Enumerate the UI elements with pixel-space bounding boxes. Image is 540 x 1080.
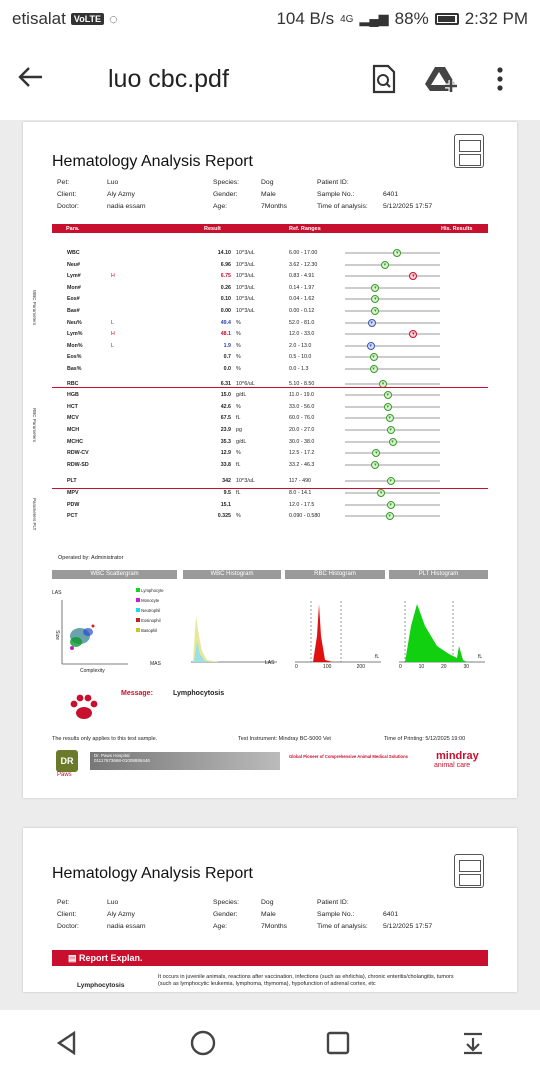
operated-by — [58, 555, 123, 561]
param-unit: % — [236, 450, 241, 457]
range-bar — [345, 342, 440, 349]
param-value: 0.0 — [223, 366, 231, 372]
param-value: 1.9 — [223, 342, 231, 349]
range-bar — [345, 354, 440, 361]
pet-label: Pet: — [57, 179, 70, 186]
paw-icon — [67, 692, 101, 722]
footer-logos — [56, 750, 486, 780]
table-row — [23, 401, 517, 413]
recents-nav-icon[interactable] — [325, 1030, 351, 1061]
table-row — [23, 389, 517, 401]
report-title-2: Hematology Analysis Report — [52, 865, 253, 882]
status-bar — [0, 0, 540, 38]
range-bar — [345, 310, 440, 312]
table-row — [23, 282, 517, 294]
result-marker: ▾ — [386, 414, 394, 422]
analyzer-icon — [454, 134, 484, 168]
operator-name: Administrator — [91, 555, 124, 561]
client-value: Aly Azmy — [107, 191, 135, 198]
param-value: 67.5 — [220, 415, 231, 422]
range-bar — [345, 392, 440, 399]
param-unit: % — [236, 331, 241, 338]
axis-mas: MAS — [150, 661, 161, 667]
result-marker: ▾ — [370, 365, 378, 373]
param-range: 5.10 - 8.50 — [289, 380, 315, 387]
range-bar — [345, 415, 440, 422]
param-range: 6.00 - 17.00 — [289, 250, 318, 256]
result-marker: ▾ — [367, 342, 375, 350]
param-name: MCV — [67, 415, 79, 422]
wbc-scattergram — [52, 584, 182, 684]
table-row — [23, 447, 517, 459]
battery-icon — [435, 13, 459, 25]
app-bar — [0, 38, 540, 120]
report-explanation-header: ▤ Report Explan. — [52, 950, 488, 966]
param-value: 49.4 — [220, 319, 231, 326]
param-range: 60.0 - 76.0 — [289, 415, 315, 422]
drive-add-icon[interactable] — [420, 57, 464, 101]
result-marker: ▾ — [372, 449, 380, 457]
param-range: 2.0 - 13.0 — [289, 342, 312, 349]
param-value: 9.5 — [223, 490, 231, 496]
range-bar — [345, 368, 440, 370]
table-row — [23, 340, 517, 352]
table-row — [23, 259, 517, 271]
param-range: 0.0 - 1.3 — [289, 366, 309, 372]
pdf-page-2 — [23, 828, 517, 992]
plt-hist-ticks: 0 10 20 30 — [399, 664, 469, 670]
pet-label: Pet: — [57, 899, 70, 906]
patient-id-label: Patient ID: — [317, 899, 349, 906]
param-name: Bas# — [67, 308, 80, 314]
result-marker: ▾ — [386, 512, 394, 520]
param-unit: fL — [236, 461, 241, 468]
result-marker: ▾ — [387, 477, 395, 485]
param-range: 0.83 - 4.91 — [289, 273, 315, 280]
header-his: His. Results — [441, 225, 473, 232]
gender-label: Gender: — [213, 191, 238, 198]
param-name: Mon% — [67, 342, 83, 349]
table-row — [23, 270, 517, 282]
param-name: Lym# — [67, 273, 81, 280]
scatter-plot — [58, 598, 128, 668]
pet-value: Luo — [107, 899, 119, 906]
result-marker: ▾ — [371, 295, 379, 303]
notification-pull-icon[interactable] — [460, 1030, 486, 1061]
param-range: 12.0 - 17.5 — [289, 501, 315, 508]
wbc-histogram-bar: WBC Histogram — [183, 570, 281, 579]
age-label: Age: — [213, 203, 227, 210]
print-time: Time of Printing: 5/12/2025 19:00 — [384, 736, 466, 742]
param-flag: L — [111, 319, 114, 326]
param-value: 35.3 — [220, 438, 231, 445]
param-unit: pg — [236, 427, 242, 433]
plt-group-label: Parameters PLT — [32, 498, 37, 531]
analyzer-icon — [454, 854, 484, 888]
table-row — [23, 351, 517, 363]
slogan: Global Pioneer of Comprehensive Animal Medical Solutions — [289, 754, 408, 759]
patient-id-label: Patient ID: — [317, 179, 349, 186]
table-row — [23, 328, 517, 340]
range-bar — [345, 252, 440, 254]
network-type: 4G — [340, 13, 354, 25]
range-bar — [345, 450, 440, 457]
axis-las: LAS — [52, 590, 62, 596]
wbc-hist-las: LAS — [265, 660, 275, 666]
paws-text: Paws — [57, 772, 72, 778]
volte-badge: VoLTE — [71, 13, 104, 25]
param-name: Eos% — [67, 354, 82, 361]
rbc-hist-ticks: 0 100 200 — [295, 664, 365, 670]
param-value: 12.9 — [220, 450, 231, 457]
param-unit: 10^3/uL — [236, 308, 255, 314]
param-unit: 10^3/uL — [236, 261, 255, 268]
carrier-name: etisalat — [12, 9, 66, 28]
header-result: Result — [204, 225, 221, 232]
param-unit: 10^3/uL — [236, 296, 255, 303]
range-bar — [345, 438, 440, 445]
param-range: 0.14 - 1.97 — [289, 284, 315, 291]
range-bar — [345, 513, 440, 520]
param-value: 23.9 — [220, 427, 231, 433]
operated-label: Operated by: — [58, 555, 90, 561]
wbc-group-label: WBC Parameters — [32, 290, 37, 326]
param-unit: g/dL — [236, 392, 247, 399]
patient-info-2 — [57, 899, 497, 935]
network-speed: 104 B/s — [276, 9, 335, 28]
result-marker: ▾ — [393, 249, 401, 257]
whatsapp-icon: ◌ — [109, 10, 118, 28]
legend-basophil: Basophil — [136, 626, 164, 636]
param-name: MCH — [67, 427, 80, 433]
param-range: 30.0 - 38.0 — [289, 438, 315, 445]
result-marker: ▾ — [368, 319, 376, 327]
param-value: 15.0 — [220, 392, 231, 399]
table-row — [23, 293, 517, 305]
param-unit: % — [236, 513, 241, 520]
hospital-logo: DR — [56, 750, 78, 772]
plt-histogram-bar: PLT Histogram — [389, 570, 488, 579]
table-row — [23, 475, 517, 487]
param-value: 6.31 — [220, 380, 231, 387]
param-name: RDW-SD — [67, 461, 89, 468]
hospital-banner: Dr. Paws Hospital 01117673668-01008886446 — [90, 752, 280, 770]
param-unit: fL — [236, 490, 241, 496]
param-value: 0.7 — [223, 354, 231, 361]
param-value: 6.96 — [220, 261, 231, 268]
search-document-icon[interactable] — [362, 57, 406, 101]
more-options-icon[interactable] — [478, 57, 522, 101]
doctor-value: nadia essam — [107, 923, 146, 930]
age-value: 7Months — [261, 203, 288, 210]
param-name: WBC — [67, 250, 80, 256]
legend-neutrophil: Neutrophil — [136, 606, 164, 616]
home-nav-icon[interactable] — [189, 1029, 217, 1062]
signal-icon: ▂▄▆ — [359, 11, 389, 26]
clock: 2:32 PM — [464, 9, 528, 28]
rbc-group-label: RBC Parameters — [32, 408, 37, 443]
table-row — [23, 317, 517, 329]
rbc-histogram-bar: RBC Histogram — [285, 570, 385, 579]
species-value: Dog — [261, 899, 274, 906]
axis-size: Size — [53, 630, 60, 640]
param-value: 42.6 — [220, 403, 231, 410]
result-marker: ▾ — [371, 284, 379, 292]
range-bar — [345, 461, 440, 468]
param-value: 342 — [222, 478, 231, 485]
rbc-hist-unit: fL — [375, 654, 380, 660]
param-range: 3.62 - 12.30 — [289, 261, 318, 268]
time-label: Time of analysis: — [317, 923, 368, 930]
table-row — [23, 247, 517, 259]
param-unit: % — [236, 366, 241, 372]
param-name: HCT — [67, 403, 78, 410]
patient-info — [57, 179, 497, 215]
pdf-page-1 — [23, 122, 517, 798]
client-value: Aly Azmy — [107, 911, 135, 918]
param-flag: H — [111, 273, 115, 280]
table-row — [23, 305, 517, 317]
legend-lymphocyte: Lymphocyte — [136, 586, 164, 596]
param-name: Neu% — [67, 319, 82, 326]
result-marker: ▾ — [384, 403, 392, 411]
range-bar — [345, 331, 440, 338]
param-range: 12.5 - 17.2 — [289, 450, 315, 457]
param-range: 20.0 - 27.0 — [289, 427, 315, 433]
param-value: 6.75 — [220, 273, 231, 280]
param-unit: 10^3/uL — [236, 273, 255, 280]
param-value: 0.26 — [220, 284, 231, 291]
instrument: Test Instrument: Mindray BC-5000 Vet — [238, 736, 331, 742]
param-unit: 10^3/uL — [236, 250, 255, 256]
system-nav-bar — [0, 1010, 540, 1080]
range-bar — [345, 319, 440, 326]
param-name: RBC — [67, 380, 79, 387]
param-name: Eos# — [67, 296, 80, 303]
gender-value: Male — [261, 191, 276, 198]
range-bar — [345, 261, 440, 268]
legend-monocyte: Monocyte — [136, 596, 164, 606]
result-marker: ▾ — [387, 501, 395, 509]
species-label: Species: — [213, 179, 240, 186]
plt-histogram — [397, 596, 487, 666]
param-unit: 10^6/uL — [236, 380, 255, 387]
header-para: Para. — [66, 225, 80, 232]
table-row — [23, 459, 517, 471]
param-name: Neu# — [67, 261, 80, 268]
result-marker: ▾ — [384, 391, 392, 399]
client-label: Client: — [57, 911, 77, 918]
param-range: 11.0 - 19.0 — [289, 392, 314, 399]
param-range: 0.090 - 0.580 — [289, 513, 321, 520]
time-value: 5/12/2025 17:57 — [383, 203, 433, 210]
param-name: MPV — [67, 490, 79, 496]
result-marker: ▾ — [387, 426, 395, 434]
param-flag: L — [111, 342, 114, 349]
table-row — [23, 424, 517, 436]
param-value: 14.10 — [217, 250, 231, 256]
species-value: Dog — [261, 179, 274, 186]
param-unit: 10^3/uL — [236, 284, 255, 291]
range-bar — [345, 380, 440, 387]
range-bar — [345, 403, 440, 410]
range-bar — [345, 478, 440, 485]
report-title: Hematology Analysis Report — [52, 153, 253, 170]
back-arrow-icon[interactable] — [18, 62, 66, 96]
explanation-term: Lymphocytosis — [77, 982, 125, 989]
param-name: Mon# — [67, 284, 81, 291]
species-label: Species: — [213, 899, 240, 906]
plt-hist-unit: fL — [478, 654, 483, 660]
param-unit: g/dL — [236, 438, 247, 445]
param-range: 0.00 - 0.12 — [289, 308, 315, 314]
param-range: 33.2 - 46.3 — [289, 461, 315, 468]
battery-percent: 88% — [394, 9, 429, 28]
param-name: PDW — [67, 501, 80, 508]
doctor-label: Doctor: — [57, 923, 79, 930]
table-row — [23, 499, 517, 511]
time-value: 5/12/2025 17:57 — [383, 923, 433, 930]
param-range: 33.0 - 56.0 — [289, 403, 315, 410]
result-marker: ▾ — [379, 380, 387, 388]
param-value: 0.325 — [217, 513, 231, 520]
table-row — [23, 510, 517, 522]
param-name: PLT — [67, 478, 77, 485]
param-range: 12.0 - 33.0 — [289, 331, 315, 338]
result-marker: ▾ — [371, 307, 379, 315]
document-icon: ▤ — [68, 953, 80, 963]
gender-label: Gender: — [213, 911, 238, 918]
table-row — [23, 436, 517, 448]
result-marker: ▾ — [381, 261, 389, 269]
range-bar — [345, 492, 440, 494]
result-marker: ▾ — [370, 353, 378, 361]
range-bar — [345, 273, 440, 280]
param-unit: % — [236, 403, 241, 410]
doctor-label: Doctor: — [57, 203, 79, 210]
group-divider — [52, 488, 488, 489]
param-name: HGB — [67, 392, 79, 399]
message-label: Message: — [121, 690, 153, 697]
param-range: 117 - 490 — [289, 478, 311, 485]
gender-value: Male — [261, 911, 276, 918]
table-row — [23, 363, 517, 375]
result-marker: ▾ — [409, 272, 417, 280]
param-value: 33.8 — [220, 461, 231, 468]
result-marker: ▾ — [371, 461, 379, 469]
param-range: 0.04 - 1.62 — [289, 296, 315, 303]
param-unit: fL — [236, 415, 241, 422]
legend-eosinophil: Eosinophil — [136, 616, 164, 626]
sample-value: 6401 — [383, 911, 399, 918]
result-marker: ▾ — [377, 489, 385, 497]
message-value: Lymphocytosis — [173, 690, 225, 697]
param-name: PCT — [67, 513, 78, 520]
range-bar — [345, 429, 440, 431]
client-label: Client: — [57, 191, 77, 198]
table-row — [23, 412, 517, 424]
param-flag: H — [111, 331, 115, 338]
axis-complexity: Complexity — [80, 668, 105, 674]
age-label: Age: — [213, 923, 227, 930]
scattergram-bar: WBC Scattergram — [52, 570, 177, 579]
explanation-text: It occurs in juvenile animals, reactions after vaccination, infections (such as ehrlichia), chronic enteritis/cholangitis, tumors (such as lymphocytic leukemia, lymphoma, thymoma), hypofunction of adrenal cortex, etc — [158, 974, 454, 987]
rbc-histogram — [293, 596, 383, 666]
range-bar — [345, 501, 440, 508]
param-unit: % — [236, 354, 241, 361]
disclaimer: The results only applies to this test sample. — [52, 736, 158, 742]
brand-sub: animal care — [434, 762, 471, 769]
param-unit: % — [236, 342, 241, 349]
param-value: 48.1 — [220, 331, 231, 338]
result-marker: ▾ — [409, 330, 417, 338]
range-bar — [345, 296, 440, 303]
param-range: 8.0 - 14.1 — [289, 490, 312, 496]
sample-value: 6401 — [383, 191, 399, 198]
brand-name: mindray — [436, 750, 479, 762]
time-label: Time of analysis: — [317, 203, 368, 210]
wbc-histogram — [189, 596, 279, 666]
param-unit: % — [236, 319, 241, 326]
age-value: 7Months — [261, 923, 288, 930]
back-nav-icon[interactable] — [54, 1030, 80, 1061]
result-marker: ▾ — [389, 438, 397, 446]
param-value: 15.1 — [220, 501, 231, 508]
results-table-header — [52, 224, 488, 233]
pet-value: Luo — [107, 179, 119, 186]
range-bar — [345, 284, 440, 291]
param-name: Lym% — [67, 331, 83, 338]
document-title: luo cbc.pdf — [108, 64, 229, 93]
param-value: 0.10 — [220, 296, 231, 303]
param-unit: 10^3/uL — [236, 478, 255, 485]
group-divider — [52, 387, 488, 388]
param-value: 0.00 — [220, 308, 231, 314]
param-range: 0.5 - 10.0 — [289, 354, 312, 361]
param-name: RDW-CV — [67, 450, 89, 457]
param-name: MCHC — [67, 438, 83, 445]
header-ref: Ref. Ranges — [289, 225, 321, 232]
sample-label: Sample No.: — [317, 911, 355, 918]
param-range: 52.0 - 81.0 — [289, 319, 315, 326]
param-name: Bas% — [67, 366, 82, 372]
sample-label: Sample No.: — [317, 191, 355, 198]
doctor-value: nadia essam — [107, 203, 146, 210]
